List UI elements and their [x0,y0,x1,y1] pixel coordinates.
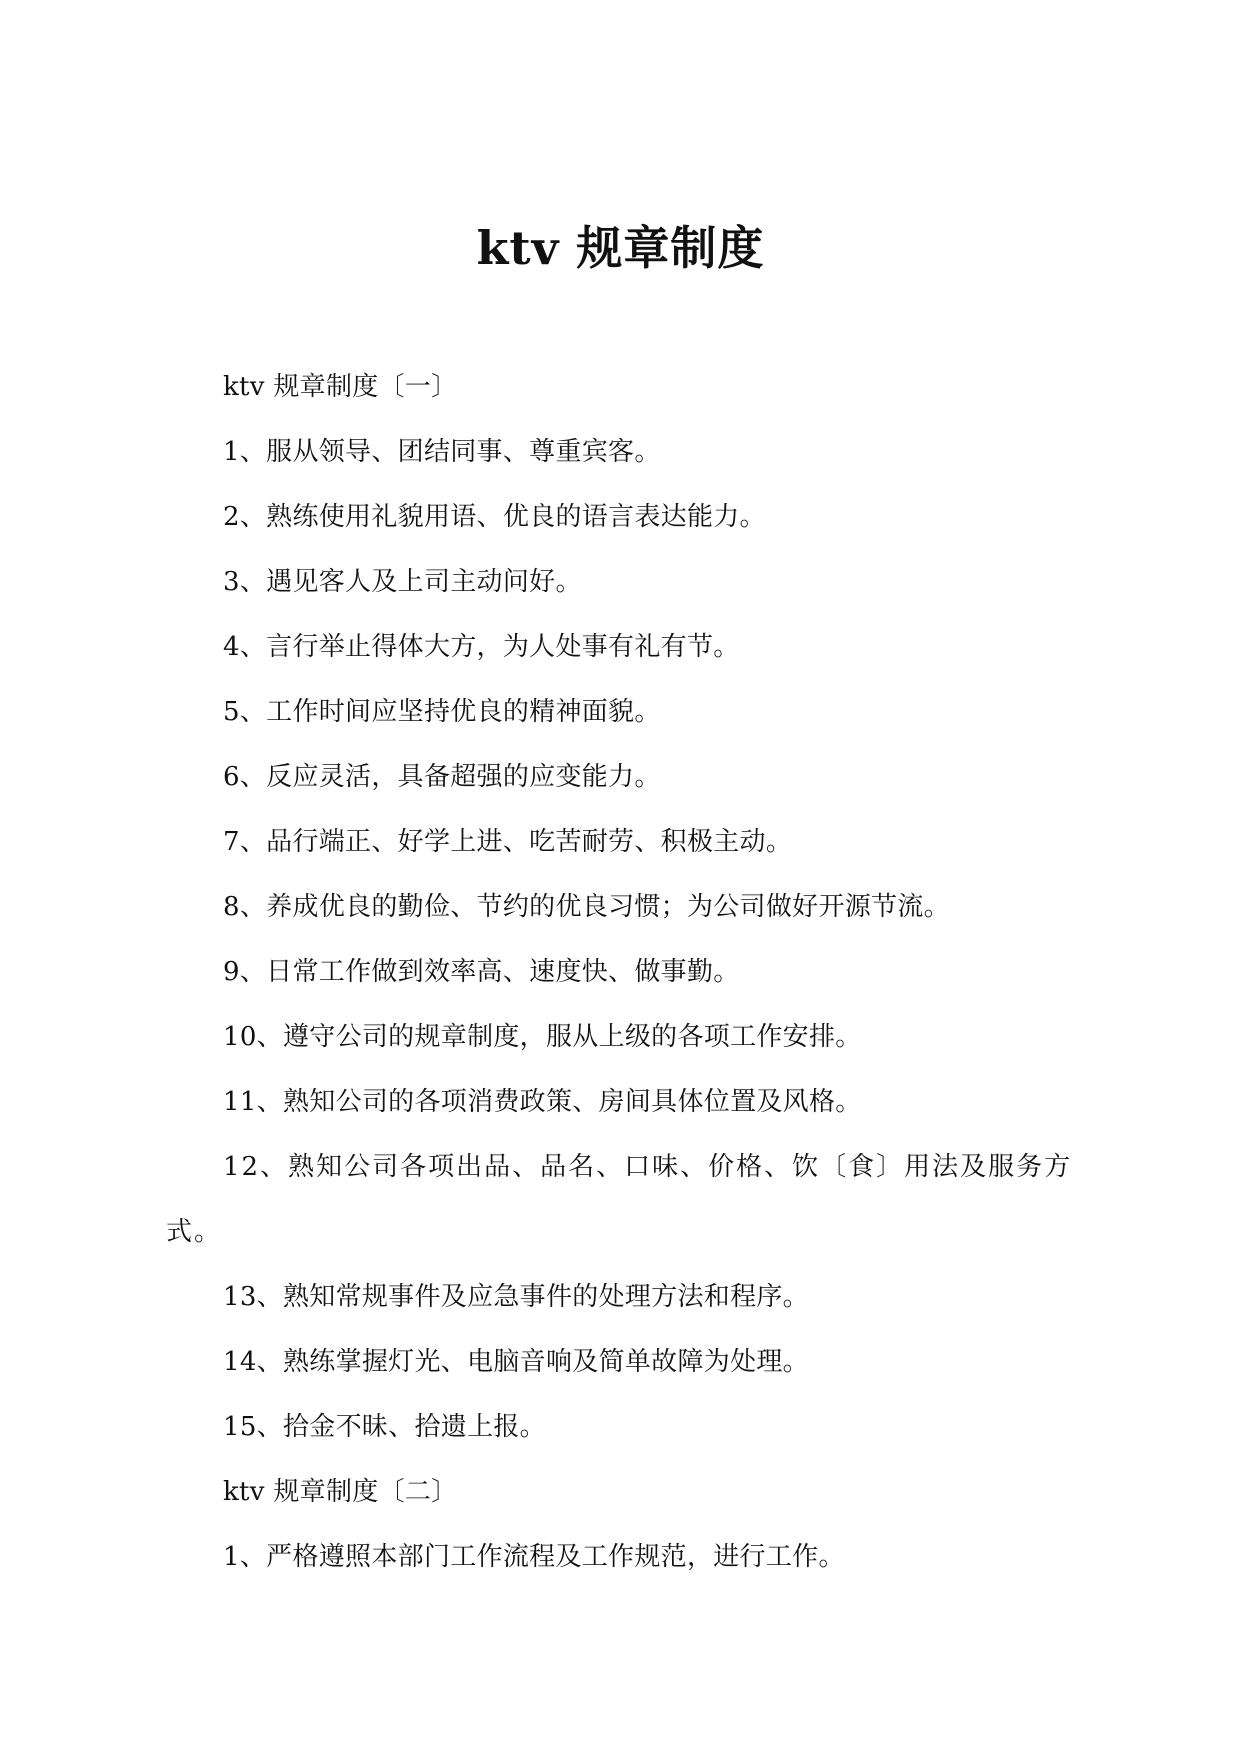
document-body [166,355,1091,1590]
rule-item: 12、熟知公司各项出品、品名、口味、价格、饮〔食〕用法及服务方式。 [166,1152,1073,1247]
rule-item: 1、服从领导、团结同事、尊重宾客。 [223,437,661,467]
rule-item: 4、言行举止得体大方，为人处事有礼有节。 [223,632,740,662]
rule-item: 2、熟练使用礼貌用语、优良的语言表达能力。 [223,502,766,532]
rule-item: 10、遵守公司的规章制度，服从上级的各项工作安排。 [223,1022,862,1052]
rule-item: 7、品行端正、好学上进、吃苦耐劳、积极主动。 [223,827,793,857]
rule-item: 5、工作时间应坚持优良的精神面貌。 [223,697,661,727]
rule-item: 8、养成优良的勤俭、节约的优良习惯；为公司做好开源节流。 [223,892,950,922]
rule-item: 3、遇见客人及上司主动问好。 [223,567,582,597]
rule-item: 1、严格遵照本部门工作流程及工作规范，进行工作。 [223,1542,845,1572]
document-title: ktv 规章制度 [476,221,765,275]
section-heading-2: ktv 规章制度〔二〕 [223,1477,458,1507]
rule-item: 13、熟知常规事件及应急事件的处理方法和程序。 [223,1282,809,1312]
section-heading-1: ktv 规章制度〔一〕 [223,372,458,402]
rule-item: 6、反应灵活，具备超强的应变能力。 [223,762,661,792]
rule-item: 14、熟练掌握灯光、电脑音响及简单故障为处理。 [223,1347,809,1377]
rule-item: 15、拾金不昧、拾遗上报。 [223,1412,546,1442]
rule-item: 11、熟知公司的各项消费政策、房间具体位置及风格。 [223,1087,862,1117]
rule-item: 9、日常工作做到效率高、速度快、做事勤。 [223,957,740,987]
